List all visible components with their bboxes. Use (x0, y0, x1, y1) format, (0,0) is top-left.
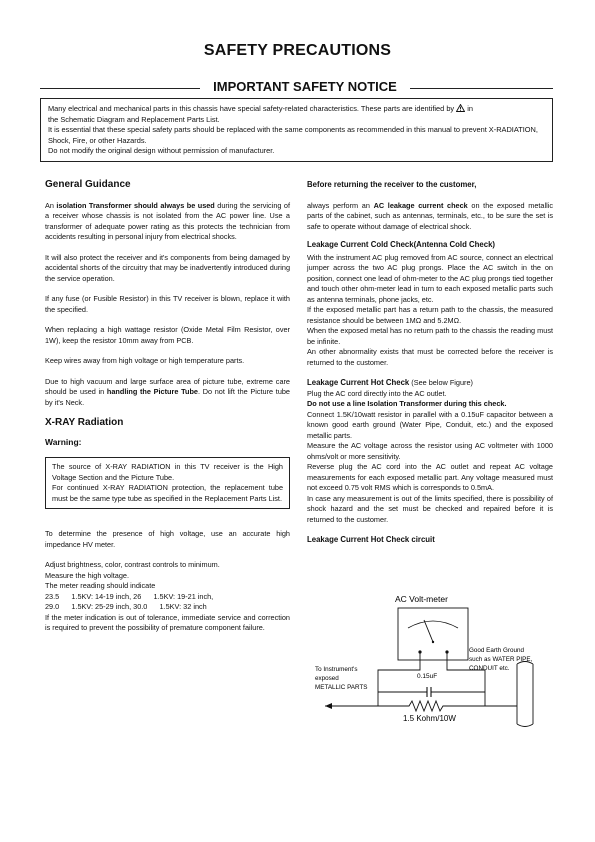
left-column (45, 180, 290, 634)
notice-paragraph-1: Many electrical and mechanical parts in this chassis have special safety-related characteristics. These parts are identified by in the Schematic Diagram and Replacement Parts List. (48, 104, 474, 124)
general-paragraph-1: An isolation Transformer should always be used during the servicing of a receiver whose chassis is not isolated from the AC power line. Use a transformer of adequate power rating as this protects the technician from accidents resulting in personal injury from electrical shocks. (45, 200, 290, 241)
notice-box (40, 98, 553, 162)
instrument-label-2: exposed (315, 675, 339, 682)
xray-paragraph-1: To determine the presence of high voltage, use an accurate high impedance HV meter. (45, 529, 290, 549)
notice-rule-right (410, 88, 553, 89)
resistor-label: 1.5 Kohm/10W (403, 714, 456, 723)
right-column (307, 180, 553, 546)
capacitor-label: 0.15uF (417, 673, 438, 680)
before-paragraph: always perform an AC leakage current check on the exposed metallic parts of the cabinet, such as antennas, terminals, etc., to be sure the set is safe to operate without damage of electrical shock. (307, 200, 553, 231)
xray-step-3: The meter reading should indicate (45, 581, 156, 590)
hot-check-circuit-diagram (305, 588, 555, 728)
voltmeter-scale (408, 621, 458, 628)
xray-heading: X-RAY Radiation (45, 417, 124, 428)
hot-paragraph-2: Do not use a line Isolation Transformer during this check. (307, 399, 507, 408)
notice-title: IMPORTANT SAFETY NOTICE (200, 79, 410, 94)
cold-paragraph-4: An other abnormality exists that must be corrected before the receiver is returned to the customer. (307, 347, 553, 367)
general-paragraph-4: When replacing a high wattage resistor (Oxide Metal Film Resistor, over 1W), keep the resistor 10mm away from PCB. (45, 325, 290, 345)
ground-label-1: Good Earth Ground (469, 647, 524, 654)
before-returning-heading: Before returning the receiver to the customer, (307, 180, 477, 189)
wire-meter-left (378, 652, 420, 692)
notice-paragraph-2: It is essential that these special safety parts should be replaced with the same components as recommended in this manual to prevent X-RADIATION, Shock, Fire, or other Hazards. (48, 125, 538, 145)
warning-heading: Warning: (45, 436, 82, 447)
xray-reading-1: 23.5 1.5KV: 14-19 inch, 26 1.5KV: 19-21 inch, (45, 591, 214, 601)
xray-step-1: Adjust brightness, color, contrast controls to minimum. (45, 560, 220, 569)
general-paragraph-2: It will also protect the receiver and it's components from being damaged by accidental shorts of the circuitry that may be inadvertently introduced during the service operation. (45, 252, 290, 283)
water-pipe-icon (517, 662, 533, 727)
hot-check-heading: Leakage Current Hot Check (See below Figure) (307, 378, 473, 387)
hot-paragraph-3: Connect 1.5K/10watt resistor in parallel with a 0.15uF capacitor between a known good earth ground (Water Pipe, Conduit, etc.) and the exposed metallic parts. (307, 409, 553, 440)
instrument-label-1: To Instrument's (315, 666, 358, 673)
cold-paragraph-2: If the exposed metallic part has a return path to the chassis, the measured resistance should be between 1MΩ and 5.2MΩ. (307, 305, 553, 325)
warning-triangle-icon (456, 104, 465, 112)
notice-rule-left (40, 88, 200, 89)
general-paragraph-6: Due to high vacuum and large surface area of picture tube, extreme care should be used in handling the Picture Tube. Do not lift the Picture tube by it's Neck. (45, 376, 290, 407)
hot-paragraph-6: In case any measurement is out of the limits specified, there is possibility of shock hazard and the set must be checked and repaired before it is returned to the customer. (307, 493, 553, 524)
general-paragraph-5: Keep wires away from high voltage or high temperature parts. (45, 356, 245, 365)
voltmeter-needle (424, 620, 433, 642)
cold-paragraph-1: With the instrument AC plug removed from AC source, connect an electrical jumper across the two AC plug prongs. Place the AC switch in the on position, connect one lead of ohm-meter to the AC plug prongs tied together and touch other ohm-meter lead in turn to each exposed metallic parts such as antenna terminals, phone jacks, etc. (307, 252, 553, 304)
notice-paragraph-3: Do not modify the original design without permission of manufacturer. (48, 146, 275, 156)
xray-step-2: Measure the high voltage. (45, 570, 129, 580)
hot-paragraph-4: Measure the AC voltage across the resistor using AC voltmeter with 1000 ohms/volt or more sensitivity. (307, 441, 553, 461)
ground-label-3: CONDUIT etc. (469, 665, 510, 672)
voltmeter-body (398, 608, 468, 660)
hot-paragraph-1: Plug the AC cord directly into the AC outlet. (307, 388, 447, 398)
general-paragraph-3: If any fuse (or Fusible Resistor) in this TV receiver is blown, replace it with the specified. (45, 294, 290, 314)
page-title: SAFETY PRECAUTIONS (203, 42, 392, 59)
meter-label: AC Volt-meter (395, 594, 448, 604)
hot-check-circuit-heading: Leakage Current Hot Check circuit (307, 535, 435, 544)
general-guidance-heading: General Guidance (45, 179, 131, 190)
cold-paragraph-3: When the exposed metal has no return path to the chassis the reading must be infinite. (307, 326, 553, 346)
ground-label-2: such as WATER PIPE, (469, 656, 533, 663)
needle-pivot (432, 641, 434, 643)
xray-reading-2: 29.0 1.5KV: 25-29 inch, 30.0 1.5KV: 32 inch (45, 602, 207, 611)
xray-paragraph-2: If the meter indication is out of tolerance, immediate service and correction is required to prevent the possibility of premature component failure. (45, 612, 290, 632)
xray-warning-box: The source of X-RAY RADIATION in this TV receiver is the High Voltage Section and the Picture Tube. For continued X-RAY RADIATION protection, the replacement tube must be the same type tube as specified in the Replacement Parts List. (45, 457, 290, 509)
cold-check-heading: Leakage Current Cold Check(Antenna Cold Check) (307, 240, 496, 249)
hot-paragraph-5: Reverse plug the AC cord into the AC outlet and repeat AC voltage measurements for each exposed metallic part. Any voltage measured must not exceed 0.75 volt RMS which is corresponds to 0.5mA. (307, 462, 553, 492)
arrow-left-icon (325, 703, 332, 709)
instrument-label-3: METALLIC PARTS (315, 684, 368, 691)
